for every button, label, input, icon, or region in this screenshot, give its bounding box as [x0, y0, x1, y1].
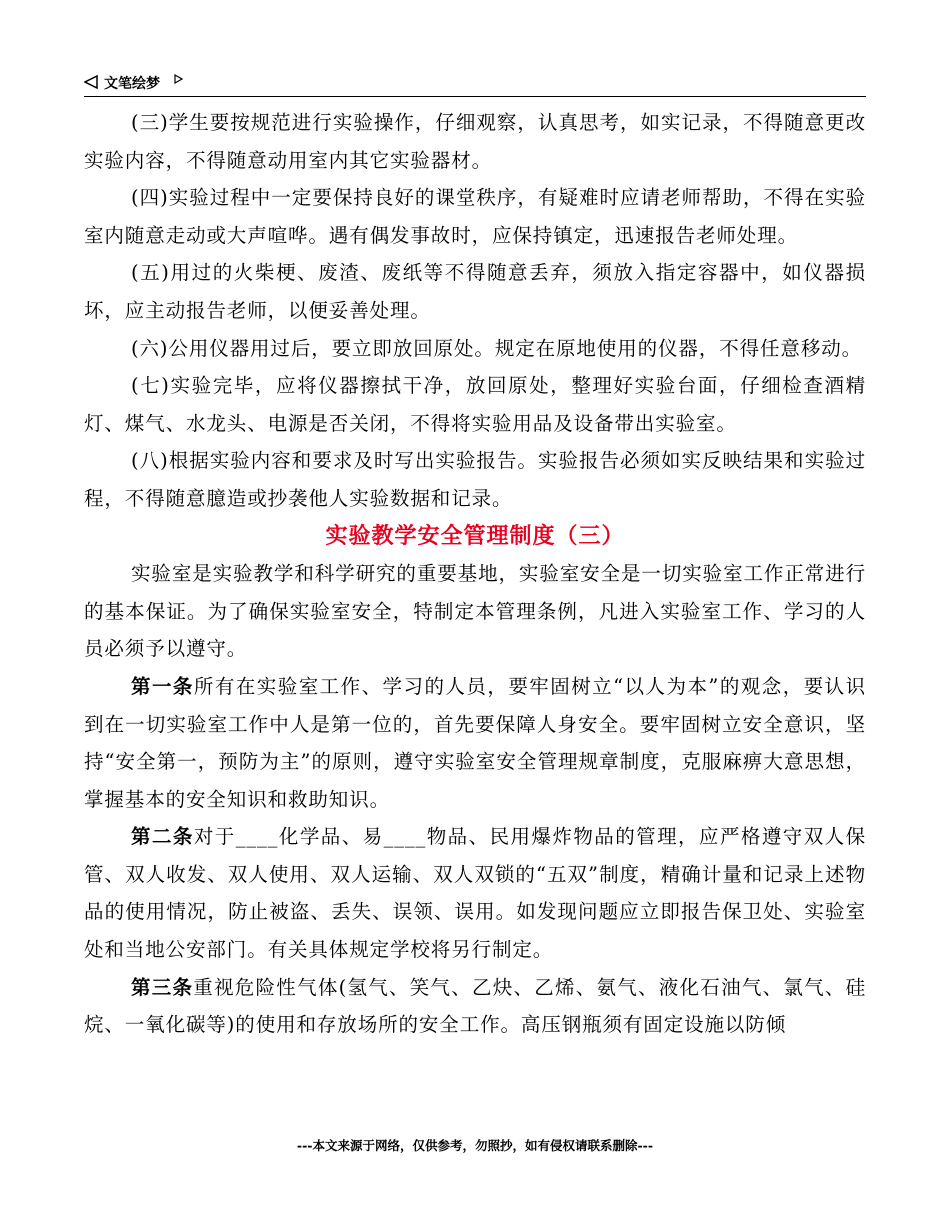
paragraph-5: (五)用过的火柴梗、废渣、废纸等不得随意丢弃，须放入指定容器中，如仪器损坏，应主动报告老师，以便妥善处理。	[84, 261, 866, 322]
article-1-label: 第一条	[131, 674, 194, 698]
paragraph-8: (八)根据实验内容和要求及时写出实验报告。实验报告必须如实反映结果和实验过程，不得随意臆造或抄袭他人实验数据和记录。	[84, 449, 866, 510]
article-3-text: 重视危险性气体(氢气、笑气、乙炔、乙烯、氨气、液化石油气、氯气、硅烷、一氧化碳等)的使用和存放场所的安全工作。高压钢瓶须有固定设施以防倾	[84, 975, 867, 1037]
article-2-label: 第二条	[131, 825, 194, 849]
article-1	[84, 668, 866, 818]
paragraph-7: (七)实验完毕，应将仪器擦拭干净，放回原处，整理好实验台面，仔细检查酒精灯、煤气、水龙头、电源是否关闭，不得将实验用品及设备带出实验室。	[84, 374, 866, 435]
triangle-left-icon	[84, 75, 98, 89]
intro-paragraph: 实验室是实验教学和科学研究的重要基地，实验室安全是一切实验室工作正常进行的基本保证。为了确保实验室安全，特制定本管理条例，凡进入实验室工作、学习的人员必须予以遵守。	[84, 562, 866, 661]
article-1-text: 所有在实验室工作、学习的人员，要牢固树立“以人为本”的观念，要认识到在一切实验室工作中人是第一位的，首先要保障人身安全。要牢固树立安全意识，坚持“安全第一，预防为主”的原则，遵守实验室安全管理规章制度，克服麻痹大意思想，掌握基本的安全知识和救助知识。	[84, 674, 867, 811]
article-3-label: 第三条	[131, 975, 194, 999]
section-title: 实验教学安全管理制度（三）	[325, 522, 625, 549]
paragraph-6: (六)公用仪器用过后，要立即放回原处。规定在原地使用的仪器，不得任意移动。	[131, 336, 863, 360]
page-header	[84, 70, 866, 97]
page-footer: ---本文来源于网络，仅供参考，勿照抄，如有侵权请联系删除---	[296, 1138, 654, 1153]
article-2	[84, 818, 866, 968]
header-brand: 文笔绘梦	[104, 76, 160, 92]
article-3	[84, 969, 866, 1044]
article-2-text: 对于____化学品、易____物品、民用爆炸物品的管理，应严格遵守双人保管、双人收发、双人使用、双人运输、双人双锁的“五双”制度，精确计量和记录上述物品的使用情况，防止被盗、丢失、误领、误用。如发现问题应立即报告保卫处、实验室处和当地公安部门。有关具体规定学校将另行制定。	[84, 825, 867, 962]
document-body	[84, 104, 866, 1044]
triangle-right-icon	[174, 74, 183, 84]
paragraph-3: (三)学生要按规范进行实验操作，仔细观察，认真思考，如实记录，不得随意更改实验内容，不得随意动用室内其它实验器材。	[84, 111, 866, 172]
paragraph-4: (四)实验过程中一定要保持良好的课堂秩序，有疑难时应请老师帮助，不得在实验室内随意走动或大声喧哗。遇有偶发事故时，应保持镇定，迅速报告老师处理。	[84, 186, 866, 247]
